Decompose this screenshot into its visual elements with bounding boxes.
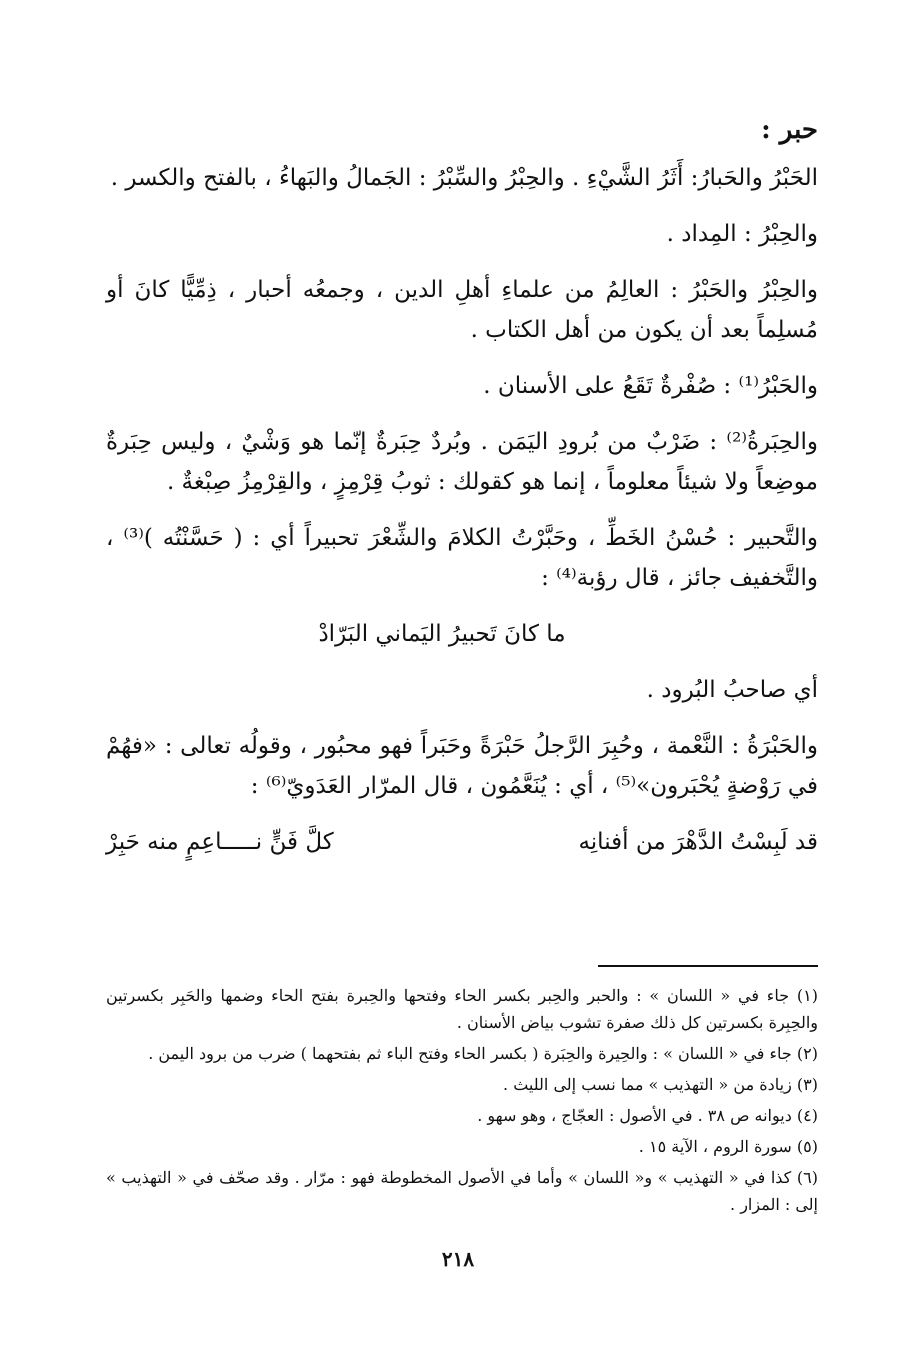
verse-ruba: ما كانَ تَحبيرُ اليَماني البَرّادْ <box>318 621 566 647</box>
footnote-6: (٦) كذا في « التهذيب » و« اللسان » وأما في الأصول المخطوطة فهو : مرّار . وقد صحّف في « التهذيب » إلى : المزار . <box>106 1168 819 1214</box>
footnote-4: (٤) ديوانه ص ٣٨ . في الأصول : العجّاج ، وهو سهو . <box>477 1106 818 1125</box>
entry-body <box>106 158 818 862</box>
footnote-3: (٣) زيادة من « التهذيب » مما نسب إلى الليث . <box>503 1075 818 1094</box>
verse-couplet <box>106 822 818 862</box>
paragraph-verse-explanation: أي صاحبُ البُرود . <box>646 677 818 703</box>
page-number: ٢١٨ <box>441 1247 475 1271</box>
footnotes <box>106 982 818 1222</box>
footnote-5: (٥) سورة الروم ، الآية ١٥ . <box>638 1137 818 1156</box>
paragraph-hibr-scholar: والحِبْرُ والحَبْرُ : العالِمُ من علماءِ أهلِ الدين ، وجمعُه أحبار ، ذِمِّيًّا كانَ أو مُسلِماً بعد أن يكون من أهل الكتاب . <box>106 277 818 343</box>
verse-first-hemistich: قد لَبِسْتُ الدَّهْرَ من أفنانِه <box>578 829 818 855</box>
footnote-divider <box>598 965 818 967</box>
paragraph-tahbir: والتَّحبير : حُسْنُ الخَطِّ ، وحَبَّرْتُ الكلامَ والشِّعْرَ تحبيراً أي : ( حَسَّنْتُه )⁽³⁾ ، والتَّخفيف جائز ، قال رؤبة⁽⁴⁾ : <box>106 525 818 591</box>
paragraph-hibr-beauty: الحَبْرُ والحَبارُ: أَثَرُ الشَّيْءِ . والحِبْرُ والسِّبْرُ : الجَمالُ والبَهاءُ ، بالفتح والكسر . <box>110 165 818 191</box>
footnote-1: (١) جاء في « اللسان » : والحبر والحِبر بكسر الحاء وفتحها والحِبرة بفتح الحاء وضمها والحَبِر بكسرتين والحِبِرة بكسرتين كل ذلك صفرة تشوب بياض الأسنان . <box>106 986 818 1032</box>
paragraph-habr-yellowness: والحَبْرُ⁽¹⁾ : صُفْرةٌ تَقَعُ على الأسنان . <box>483 373 818 399</box>
paragraph-hibara-garment: والحِبَرةُ⁽²⁾ : ضَرْبٌ من بُرودِ اليَمَن . وبُردٌ حِبَرةٌ إنّما هو وَشْيٌ ، وليس حِبَرةٌ موضِعاً ولا شيئاً معلوماً ، إنما هو كقولك : ثوبُ قِرْمِزٍ ، والقِرْمِزُ صِبْغةٌ . <box>106 429 818 495</box>
entry-heading: حبر : <box>761 115 818 145</box>
footnote-2: (٢) جاء في « اللسان » : والحِيرة والحِبَرة ( بكسر الحاء وفتح الباء ثم بفتحهما ) ضرب من برود اليمن . <box>148 1044 818 1063</box>
paragraph-habra-blessing: والحَبْرَةُ : النَّعْمة ، وحُبِرَ الرَّجلُ حَبْرَةً وحَبَراً فهو محبُور ، وقولُه تعالى : «فهُمْ في رَوْضةٍ يُحْبَرون»⁽⁵⁾ ، أي : يُنَعَّمُون ، قال المرّار العَدَويّ⁽⁶⁾ : <box>106 733 818 799</box>
verse-second-hemistich: كلَّ فَنٍّ نـــــاعِمٍ منه حَبِرْ <box>106 829 334 855</box>
paragraph-hibr-ink: والحِبْرُ : المِداد . <box>666 221 818 247</box>
